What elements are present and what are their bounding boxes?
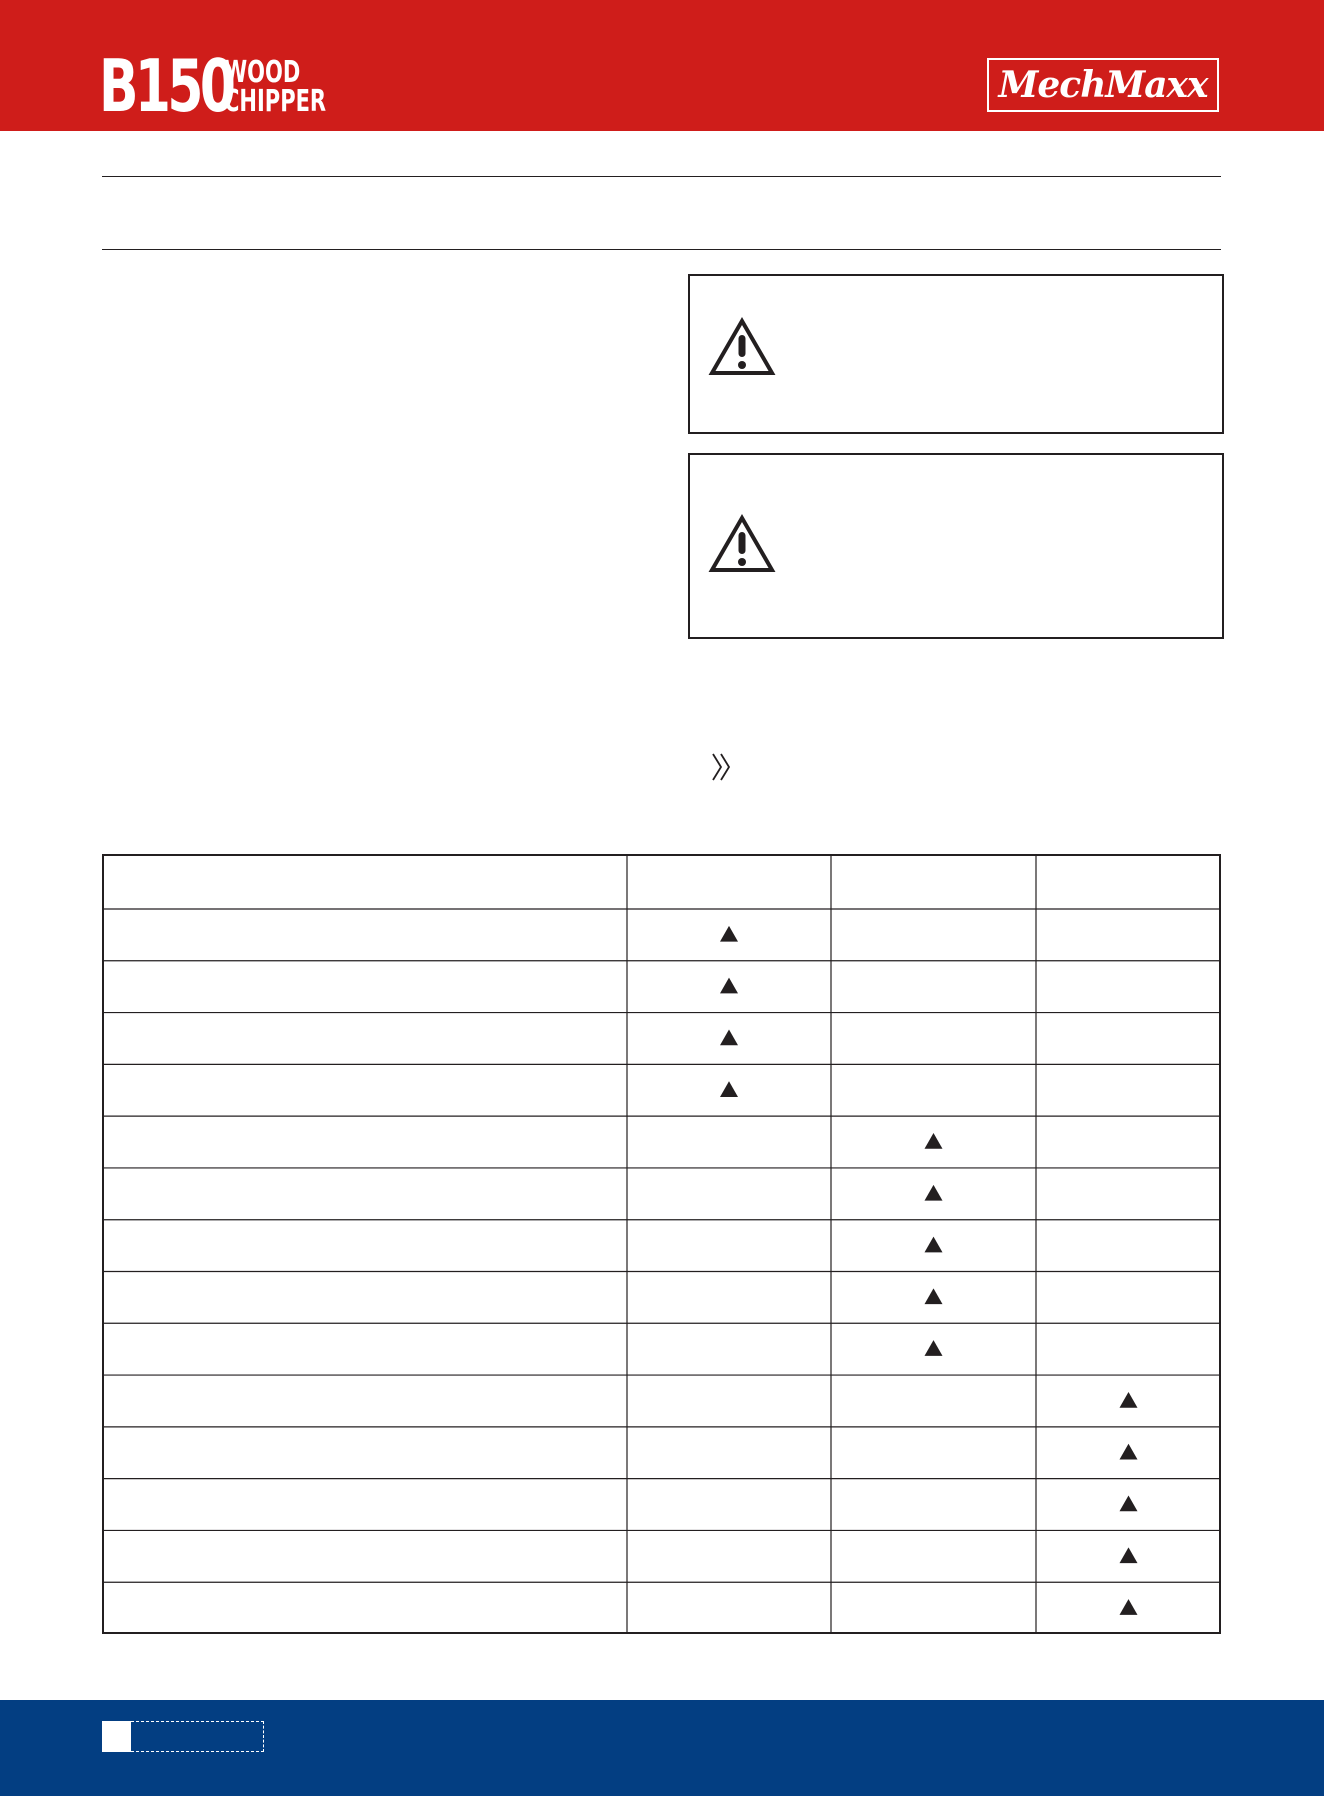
warning-triangle-icon (708, 514, 776, 574)
triangle-marker-icon (925, 1237, 943, 1253)
warning-box-1 (688, 274, 1224, 434)
warning-box-2 (688, 453, 1224, 639)
double-chevron-right-icon (710, 752, 734, 782)
product-name-line-2: CHIPPER (224, 84, 327, 119)
triangle-marker-icon (720, 926, 738, 942)
maintenance-table (102, 854, 1221, 1634)
triangle-marker-icon (1120, 1392, 1138, 1408)
model-number: B150 (99, 44, 233, 128)
product-name (224, 55, 327, 119)
section-rule-bottom (102, 249, 1221, 250)
triangle-marker-icon (1120, 1496, 1138, 1512)
brand-logo (987, 58, 1219, 112)
triangle-marker-icon (925, 1288, 943, 1304)
page-number-box (102, 1721, 131, 1752)
page-indicator-track (131, 1721, 264, 1752)
triangle-marker-icon (1120, 1444, 1138, 1460)
triangle-marker-icon (925, 1185, 943, 1201)
triangle-marker-icon (1120, 1599, 1138, 1615)
triangle-marker-icon (1120, 1547, 1138, 1563)
header-bar (0, 0, 1324, 131)
triangle-marker-icon (720, 1081, 738, 1097)
product-name-line-1: WOOD (224, 55, 301, 90)
triangle-marker-icon (720, 978, 738, 994)
triangle-marker-icon (925, 1133, 943, 1149)
section-rule-top (102, 176, 1221, 177)
triangle-marker-icon (925, 1340, 943, 1356)
warning-triangle-icon (708, 317, 776, 377)
brand-name: MechMaxx (998, 64, 1208, 106)
table-border (103, 855, 1220, 1633)
triangle-marker-icon (720, 1029, 738, 1045)
